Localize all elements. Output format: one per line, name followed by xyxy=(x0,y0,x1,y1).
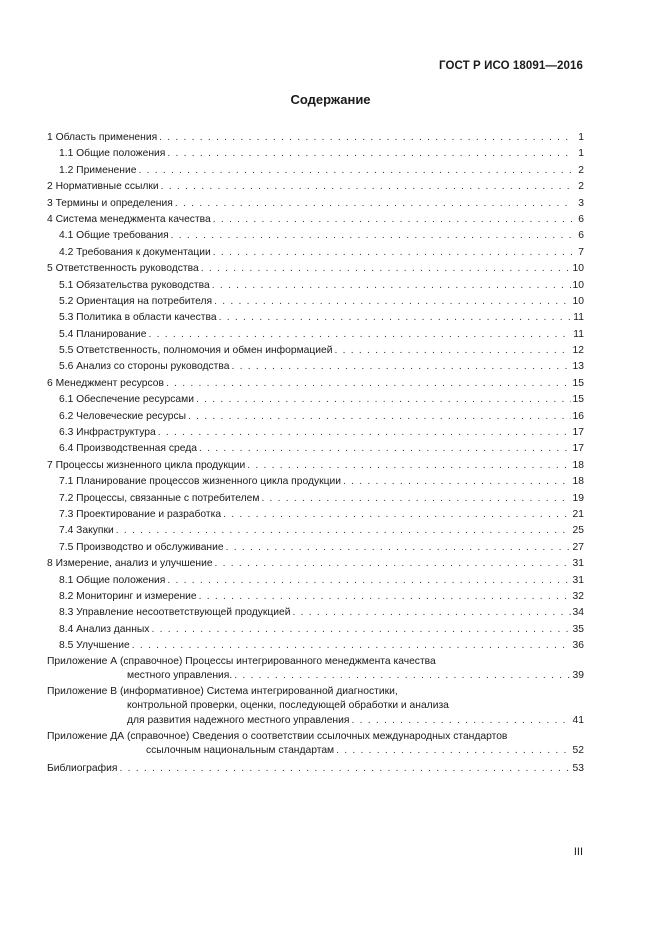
toc-entry-page: 13 xyxy=(572,361,584,373)
dot-leader xyxy=(116,523,571,539)
toc-entry-page: 36 xyxy=(572,640,584,652)
toc-entry-title: 8 Измерение, анализ и улучшение xyxy=(47,558,213,570)
toc-entry-page: 18 xyxy=(572,459,584,471)
toc-appendix-v[interactable] xyxy=(47,685,584,730)
toc-entry-title: 2 Нормативные ссылки xyxy=(47,181,159,193)
dot-leader xyxy=(132,638,571,654)
dot-leader xyxy=(343,474,570,490)
toc-entry-title: 7.3 Проектирование и разработка xyxy=(59,508,222,520)
toc-entry-page: 2 xyxy=(578,181,584,193)
dot-leader xyxy=(148,327,571,343)
toc-entry-page: 19 xyxy=(572,492,584,504)
toc-entry[interactable] xyxy=(47,409,584,425)
toc-entry-page: 15 xyxy=(572,377,584,389)
dot-leader xyxy=(199,441,571,457)
toc-entry-title: 1.2 Применение xyxy=(59,164,137,176)
toc-entry-page: 27 xyxy=(572,541,584,553)
toc-entry-page: 18 xyxy=(572,476,584,488)
dot-leader xyxy=(213,245,572,261)
toc-entry[interactable] xyxy=(47,491,584,507)
toc-entry-title: 8.5 Улучшение xyxy=(59,640,130,652)
toc-entry-page: 6 xyxy=(578,230,584,242)
toc-entry-page: 7 xyxy=(578,246,584,258)
dot-leader xyxy=(226,540,571,556)
toc-entry[interactable] xyxy=(47,163,584,179)
toc-entry-title: 7.2 Процессы, связанные с потребителем xyxy=(59,492,260,504)
toc-entry[interactable] xyxy=(47,573,584,589)
toc-entry-title: 6.1 Обеспечение ресурсами xyxy=(59,394,194,406)
toc-entry-page: 1 xyxy=(578,148,584,160)
appendix-a-page: 39 xyxy=(572,669,584,681)
toc-entry[interactable] xyxy=(47,622,584,638)
dot-leader xyxy=(293,605,571,621)
toc-entry-title: 5.2 Ориентация на потребителя xyxy=(59,295,213,307)
dot-leader xyxy=(159,130,572,146)
toc-entry-title: 4.1 Общие требования xyxy=(59,230,169,242)
toc-entry-page: 31 xyxy=(572,574,584,586)
toc-entry-page: 3 xyxy=(578,197,584,209)
toc-entry[interactable] xyxy=(47,179,584,195)
toc-entry[interactable] xyxy=(47,359,584,375)
toc-entry-title: 8.1 Общие положения xyxy=(59,574,166,586)
toc-entry-page: 11 xyxy=(573,328,584,340)
toc-entry[interactable] xyxy=(47,310,584,326)
dot-leader xyxy=(151,622,570,638)
toc-entry-title: 8.2 Мониторинг и измерение xyxy=(59,590,197,602)
toc-entry-title: 5.1 Обязательства руководства xyxy=(59,279,210,291)
dot-leader xyxy=(336,744,570,758)
appendix-da-title: Приложение ДА (справочное) Сведения о соответствии ссылочных международных стандартов xyxy=(47,730,508,742)
toc-entry-page: 11 xyxy=(573,312,584,324)
appendix-v-page: 41 xyxy=(572,714,584,726)
toc-entry[interactable] xyxy=(47,278,584,294)
toc-entry[interactable] xyxy=(47,589,584,605)
toc-entry-title: 1 Область применения xyxy=(47,132,158,143)
toc-entry-title: 5.4 Планирование xyxy=(59,328,147,340)
dot-leader xyxy=(166,376,571,392)
dot-leader xyxy=(175,196,572,212)
dot-leader xyxy=(261,491,570,507)
appendix-v-title-cont-2: для развития надежного местного управления xyxy=(127,714,350,726)
toc-entry-page: 1 xyxy=(578,132,584,143)
toc-entry-page: 25 xyxy=(572,525,584,537)
toc-entry-title: 8.4 Анализ данных xyxy=(59,623,150,635)
document-standard-header: ГОСТ Р ИСО 18091—2016 xyxy=(438,60,583,72)
appendix-a-title: Приложение А (справочное) Процессы интегрированного менеджмента качества xyxy=(47,655,436,667)
dot-leader xyxy=(219,310,572,326)
bibliography-page: 53 xyxy=(572,762,584,774)
toc-entry-page: 32 xyxy=(572,590,584,602)
dot-leader xyxy=(167,146,572,162)
toc-entry-page: 35 xyxy=(572,623,584,635)
toc-entry[interactable] xyxy=(47,245,584,261)
appendix-v-title: Приложение В (информативное) Система интегрированной диагностики, xyxy=(47,686,398,698)
toc-entry[interactable] xyxy=(47,327,584,343)
dot-leader xyxy=(215,556,571,572)
toc-entry-page: 16 xyxy=(572,410,584,422)
toc-entry-page: 17 xyxy=(572,443,584,455)
toc-entry[interactable] xyxy=(47,294,584,310)
dot-leader xyxy=(234,669,570,683)
toc-entry-title: 5 Ответственность руководства xyxy=(47,263,199,275)
toc-entry-page: 2 xyxy=(578,164,584,176)
dot-leader xyxy=(223,507,570,523)
bibliography-title: Библиография xyxy=(47,762,118,774)
appendix-a-title-cont: местного управления. xyxy=(127,669,233,681)
dot-leader xyxy=(138,163,572,179)
dot-leader xyxy=(247,458,570,474)
toc-entry-title: 5.3 Политика в области качества xyxy=(59,312,217,324)
dot-leader xyxy=(158,425,571,441)
toc-entry-title: 5.5 Ответственность, полномочия и обмен информацией xyxy=(59,345,333,357)
toc-entry[interactable] xyxy=(47,130,584,146)
table-of-contents xyxy=(47,130,584,777)
toc-entry[interactable] xyxy=(47,343,584,359)
dot-leader xyxy=(201,261,571,277)
toc-entry[interactable] xyxy=(47,523,584,539)
appendix-da-page: 52 xyxy=(572,745,584,757)
toc-entry[interactable] xyxy=(47,474,584,490)
toc-entry-page: 10 xyxy=(572,279,584,291)
dot-leader xyxy=(161,179,572,195)
toc-entry-title: 7.1 Планирование процессов жизненного цикла продукции xyxy=(59,476,342,488)
toc-entry[interactable] xyxy=(47,212,584,228)
dot-leader xyxy=(196,392,571,408)
dot-leader xyxy=(199,589,571,605)
toc-entry[interactable] xyxy=(47,146,584,162)
appendix-v-title-cont: контрольной проверки, оценки, последующей обработки и анализа xyxy=(127,700,449,712)
dot-leader xyxy=(335,343,571,359)
toc-entry-page: 17 xyxy=(572,427,584,439)
toc-entry-title: 6 Менеджмент ресурсов xyxy=(47,377,164,389)
appendix-da-title-cont: ссылочным национальным стандартам xyxy=(146,745,335,757)
dot-leader xyxy=(171,228,572,244)
toc-entry[interactable] xyxy=(47,425,584,441)
toc-entry-page: 10 xyxy=(572,263,584,275)
toc-entry-page: 31 xyxy=(572,558,584,570)
toc-entry[interactable] xyxy=(47,458,584,474)
dot-leader xyxy=(188,409,571,425)
toc-entry-page: 10 xyxy=(572,295,584,307)
toc-entry-title: 5.6 Анализ со стороны руководства xyxy=(59,361,230,373)
toc-entry-title: 3 Термины и определения xyxy=(47,197,173,209)
toc-appendix-da[interactable] xyxy=(47,730,584,761)
toc-entry-page: 6 xyxy=(578,213,584,225)
toc-entry-title: 4 Система менеджмента качества xyxy=(47,213,211,225)
toc-entry[interactable] xyxy=(47,196,584,212)
dot-leader xyxy=(231,359,570,375)
toc-entry-title: 6.4 Производственная среда xyxy=(59,443,197,455)
dot-leader xyxy=(351,714,570,728)
dot-leader xyxy=(167,573,570,589)
toc-entry-page: 15 xyxy=(572,394,584,406)
toc-entry[interactable] xyxy=(47,392,584,408)
toc-entry-title: 7.5 Производство и обслуживание xyxy=(59,541,224,553)
dot-leader xyxy=(214,294,570,310)
toc-entry[interactable] xyxy=(47,540,584,556)
toc-entry-title: 7.4 Закупки xyxy=(59,525,114,537)
page-title: Содержание xyxy=(290,92,371,107)
toc-entry[interactable] xyxy=(47,441,584,457)
toc-bibliography[interactable] xyxy=(47,761,584,777)
toc-entry[interactable] xyxy=(47,556,584,572)
toc-entry-title: 4.2 Требования к документации xyxy=(59,246,211,258)
page-number: III xyxy=(573,846,583,858)
toc-entry[interactable] xyxy=(47,261,584,277)
dot-leader xyxy=(213,212,572,228)
dot-leader xyxy=(119,761,570,777)
toc-entry-title: 6.2 Человеческие ресурсы xyxy=(59,410,187,422)
dot-leader xyxy=(212,278,571,294)
toc-entry[interactable] xyxy=(47,507,584,523)
toc-entry-title: 8.3 Управление несоответствующей продукцией xyxy=(59,607,291,619)
toc-entry[interactable] xyxy=(47,638,584,654)
toc-entry[interactable] xyxy=(47,228,584,244)
toc-entry-page: 21 xyxy=(572,508,584,520)
toc-appendix-a[interactable] xyxy=(47,655,584,686)
toc-entry-page: 12 xyxy=(572,345,584,357)
toc-entry-title: 6.3 Инфраструктура xyxy=(59,427,156,439)
toc-entry-title: 7 Процессы жизненного цикла продукции xyxy=(47,459,246,471)
toc-entry-title: 1.1 Общие положения xyxy=(59,148,166,160)
toc-entry[interactable] xyxy=(47,376,584,392)
toc-entries xyxy=(47,130,584,655)
toc-entry-page: 34 xyxy=(572,607,584,619)
toc-entry[interactable] xyxy=(47,605,584,621)
